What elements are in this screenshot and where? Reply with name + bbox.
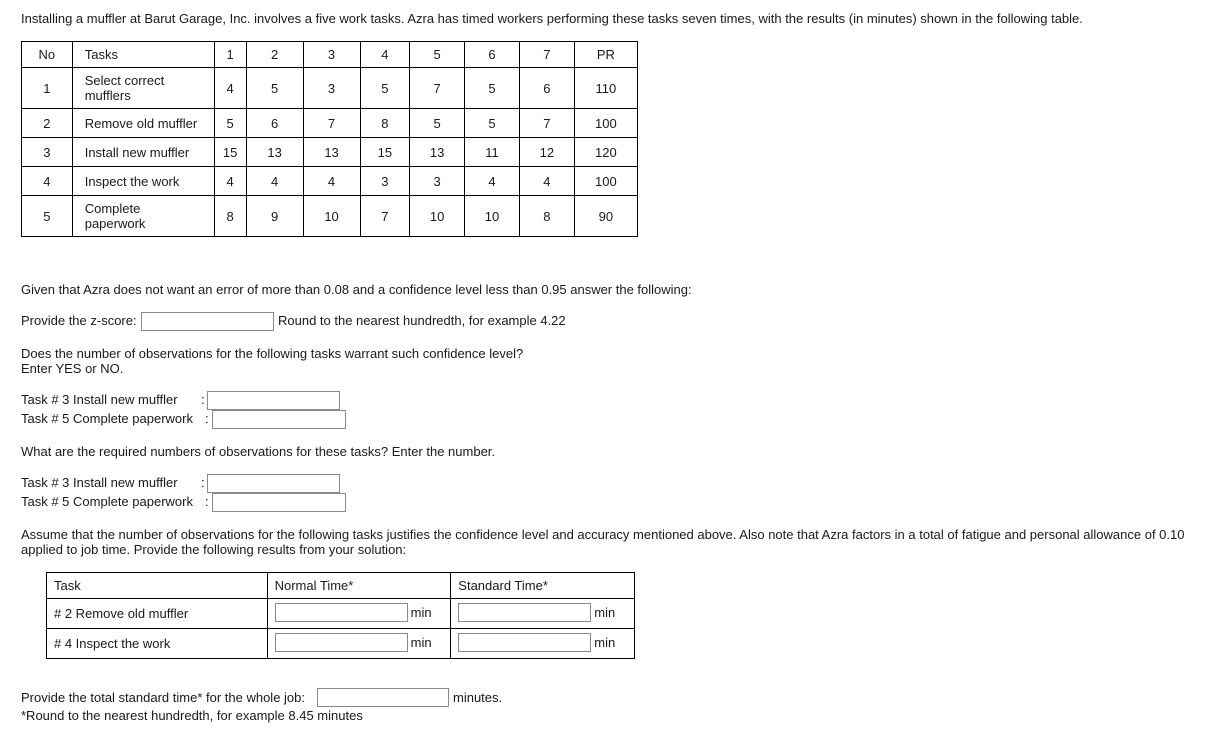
time-cell: 9 xyxy=(246,196,303,237)
time-cell: 3 xyxy=(360,167,410,196)
time-cell: 6 xyxy=(246,109,303,138)
time-cell: 12 xyxy=(519,138,574,167)
required-task3-colon: : xyxy=(201,475,205,490)
row-task: Remove old muffler xyxy=(72,109,214,138)
observations-table xyxy=(21,41,638,237)
time-cell: 11 xyxy=(465,138,520,167)
row-task xyxy=(72,196,214,237)
time-cell: 4 xyxy=(519,167,574,196)
header-pr: PR xyxy=(574,42,637,68)
time-cell: 13 xyxy=(246,138,303,167)
given-text: Given that Azra does not want an error of more than 0.08 and a confidence level less than 0.95 answer the following: xyxy=(21,282,692,297)
assume-text: Assume that the number of observations for the following tasks justifies the confidence level and accuracy mentioned above. Also note that Azra factors in a total of fatigue and personal allowance of 0.10 applied to job time. Provide the following results from your solution: xyxy=(21,527,1185,557)
total-standard-time-input[interactable] xyxy=(317,688,449,707)
standard-time-cell xyxy=(451,599,635,629)
time-cell: 8 xyxy=(519,196,574,237)
standard-time-cell xyxy=(451,629,635,659)
table-row xyxy=(22,138,638,167)
required-question: What are the required numbers of observations for these tasks? Enter the number. xyxy=(21,444,496,459)
time-cell: 5 xyxy=(246,68,303,109)
footnote: *Round to the nearest hundredth, for example 8.45 minutes xyxy=(21,708,363,723)
header-obs-6: 6 xyxy=(465,42,520,68)
row-no: 5 xyxy=(22,196,73,237)
header-obs-4: 4 xyxy=(360,42,410,68)
time-cell: 5 xyxy=(465,68,520,109)
required-task3-label: Task # 3 Install new muffler xyxy=(21,475,178,490)
normal-time-input[interactable] xyxy=(275,603,408,622)
time-cell: 3 xyxy=(410,167,465,196)
table-row xyxy=(22,196,638,237)
header-no: No xyxy=(22,42,73,68)
warrant-task5-label: Task # 5 Complete paperwork xyxy=(21,411,193,426)
time-cell: 6 xyxy=(519,68,574,109)
time-cell: 13 xyxy=(410,138,465,167)
time-cell: 7 xyxy=(360,196,410,237)
warrant-task5-colon: : xyxy=(205,411,209,426)
time-cell: 7 xyxy=(410,68,465,109)
zscore-label: Provide the z-score: xyxy=(21,313,137,328)
results-table xyxy=(46,572,635,659)
row-no: 1 xyxy=(22,68,73,109)
row-task xyxy=(72,68,214,109)
results-header-row xyxy=(47,573,635,599)
pr-cell: 110 xyxy=(574,68,637,109)
normal-unit: min xyxy=(410,635,432,650)
required-task5-input[interactable] xyxy=(212,493,346,512)
results-task: # 4 Inspect the work xyxy=(47,629,268,659)
table-header-row xyxy=(22,42,638,68)
pr-cell: 120 xyxy=(574,138,637,167)
time-cell: 15 xyxy=(214,138,246,167)
normal-time-cell xyxy=(267,599,451,629)
required-task3-input[interactable] xyxy=(207,474,340,493)
normal-time-cell xyxy=(267,629,451,659)
pr-cell: 100 xyxy=(574,109,637,138)
row-no: 2 xyxy=(22,109,73,138)
time-cell: 15 xyxy=(360,138,410,167)
row-no: 4 xyxy=(22,167,73,196)
time-cell: 4 xyxy=(246,167,303,196)
time-cell: 4 xyxy=(303,167,360,196)
table-row xyxy=(22,68,638,109)
required-task5-colon: : xyxy=(205,494,209,509)
time-cell: 5 xyxy=(214,109,246,138)
warrant-question: Does the number of observations for the following tasks warrant such confidence level? xyxy=(21,346,524,361)
row-task-label: Complete paperwork xyxy=(84,201,146,231)
header-obs-5: 5 xyxy=(410,42,465,68)
results-header-standard: Standard Time* xyxy=(451,573,635,599)
header-obs-1: 1 xyxy=(214,42,246,68)
row-task: Inspect the work xyxy=(72,167,214,196)
header-obs-3: 3 xyxy=(303,42,360,68)
time-cell: 5 xyxy=(360,68,410,109)
required-task5-label: Task # 5 Complete paperwork xyxy=(21,494,193,509)
warrant-task5-input[interactable] xyxy=(212,410,346,429)
time-cell: 8 xyxy=(214,196,246,237)
time-cell: 10 xyxy=(303,196,360,237)
standard-unit: min xyxy=(594,635,616,650)
results-header-task: Task xyxy=(47,573,268,599)
header-tasks: Tasks xyxy=(72,42,214,68)
row-no: 3 xyxy=(22,138,73,167)
warrant-task3-input[interactable] xyxy=(207,391,340,410)
header-obs-2: 2 xyxy=(246,42,303,68)
zscore-hint: Round to the nearest hundredth, for example 4.22 xyxy=(278,313,566,328)
time-cell: 4 xyxy=(214,167,246,196)
normal-unit: min xyxy=(410,605,432,620)
row-task: Install new muffler xyxy=(72,138,214,167)
pr-cell: 100 xyxy=(574,167,637,196)
time-cell: 10 xyxy=(465,196,520,237)
time-cell: 4 xyxy=(214,68,246,109)
results-header-normal: Normal Time* xyxy=(267,573,451,599)
time-cell: 8 xyxy=(360,109,410,138)
time-cell: 4 xyxy=(465,167,520,196)
results-task: # 2 Remove old muffler xyxy=(47,599,268,629)
zscore-input[interactable] xyxy=(141,312,274,331)
total-label: Provide the total standard time* for the whole job: xyxy=(21,690,305,705)
total-unit: minutes. xyxy=(453,690,503,705)
intro-text: Installing a muffler at Barut Garage, Inc. involves a five work tasks. Azra has timed workers performing these tasks seven times, with the results (in minutes) shown in the following table. xyxy=(21,11,1083,26)
warrant-instruction: Enter YES or NO. xyxy=(21,361,124,376)
header-obs-7: 7 xyxy=(519,42,574,68)
table-row xyxy=(47,629,635,659)
standard-time-input[interactable] xyxy=(458,603,591,622)
standard-unit: min xyxy=(594,605,616,620)
time-cell: 13 xyxy=(303,138,360,167)
time-cell: 5 xyxy=(465,109,520,138)
row-task-label: Select correct mufflers xyxy=(84,73,165,103)
standard-time-input[interactable] xyxy=(458,633,591,652)
time-cell: 7 xyxy=(303,109,360,138)
pr-cell: 90 xyxy=(574,196,637,237)
table-row xyxy=(47,599,635,629)
time-cell: 3 xyxy=(303,68,360,109)
normal-time-input[interactable] xyxy=(275,633,408,652)
time-cell: 7 xyxy=(519,109,574,138)
time-cell: 5 xyxy=(410,109,465,138)
time-cell: 10 xyxy=(410,196,465,237)
table-row xyxy=(22,109,638,138)
table-row xyxy=(22,167,638,196)
warrant-task3-colon: : xyxy=(201,392,205,407)
warrant-task3-label: Task # 3 Install new muffler xyxy=(21,392,178,407)
